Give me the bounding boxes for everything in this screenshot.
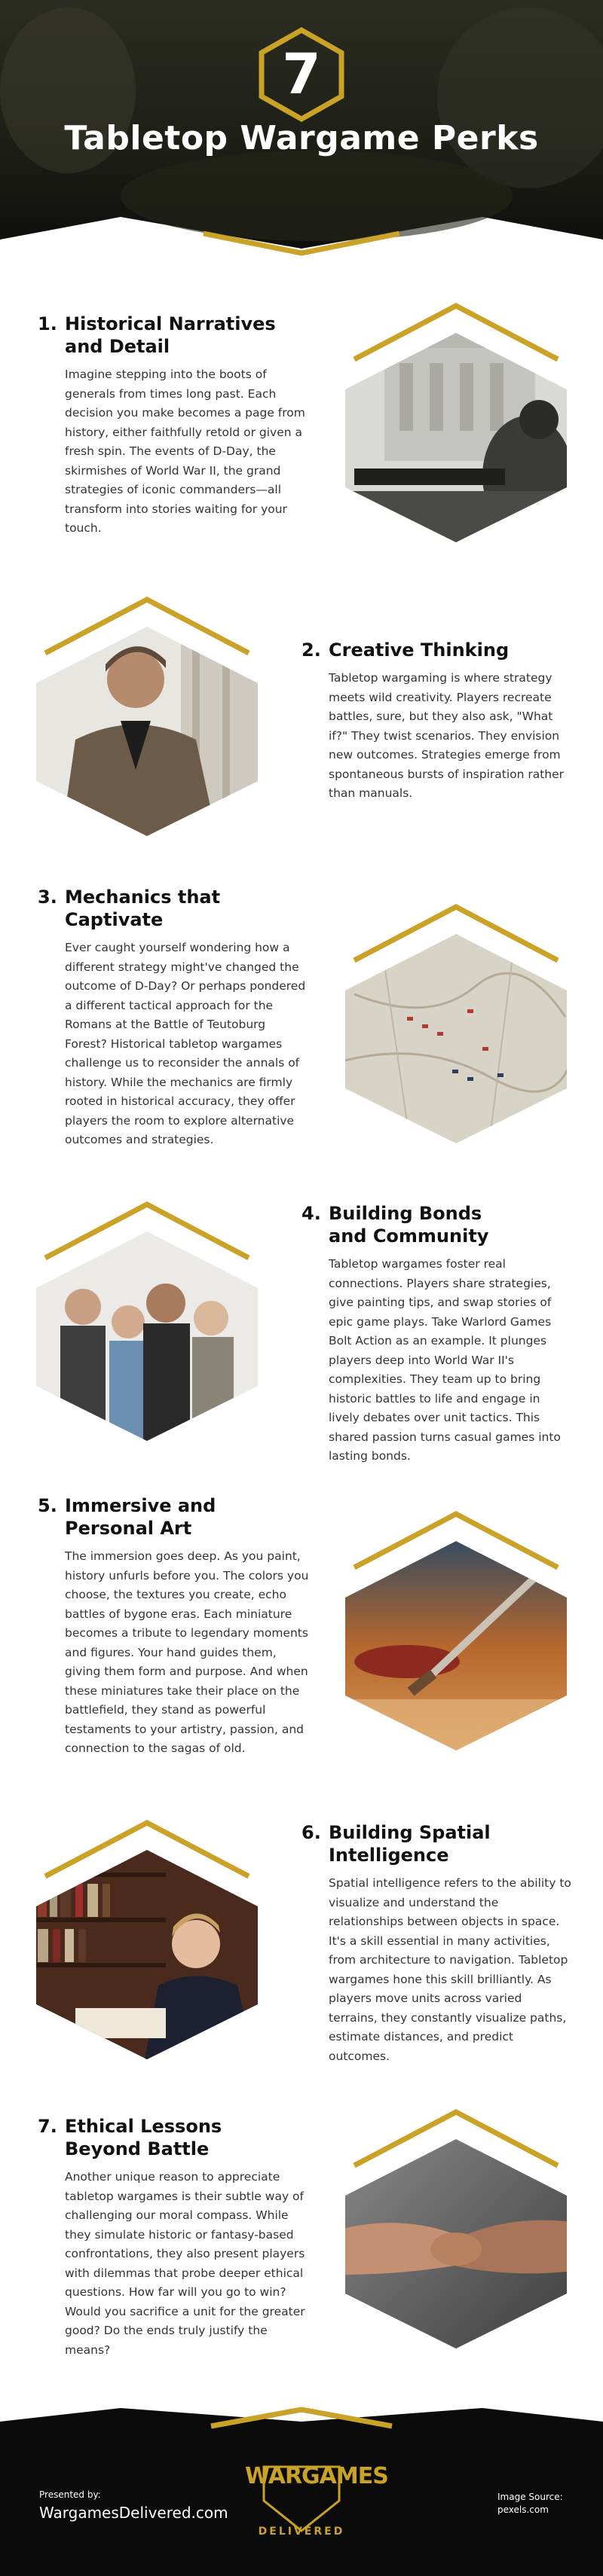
section-4-heading [302,1202,573,1247]
section-1-image [339,295,573,544]
library-reader-photo-icon [30,1812,264,2061]
logo-wordmark-top: WARGAMES [245,2463,388,2489]
section-3-heading [38,886,309,931]
section-4-image [30,1194,264,1442]
section-5-heading [38,1494,309,1540]
section-7-number: 7. [38,2116,57,2137]
handshake-photo-icon [339,2101,573,2350]
section-2-heading [302,639,573,661]
section-1-title: Historical Narratives and Detail [65,313,276,357]
soldier-photo-icon [339,295,573,544]
section-7-heading [38,2115,309,2160]
footer [0,2399,603,2576]
section-1-heading [38,313,317,358]
battle-map-photo-icon [339,896,573,1145]
section-2-body: Tabletop wargaming is where strategy meets wild creativity. Players recreate battles, sure, but they also ask, "What if?" They twist scenarios. They envision new outcomes. Strategies emerge from spontaneous bursts of inspiration rather than manuals. [329,671,565,800]
number-hexagon-badge [259,27,344,122]
presented-by-site[interactable]: WargamesDelivered.com [39,2504,228,2522]
page-title: Tabletop Wargame Perks [64,119,539,157]
section-6-image [30,1812,264,2061]
man-in-suit-photo-icon [30,589,264,838]
section-5-number: 5. [38,1495,57,1516]
section-7-image [339,2101,573,2350]
section-2-number: 2. [302,639,321,661]
friends-group-photo-icon [30,1194,264,1442]
presented-by-label: Presented by: [39,2489,101,2500]
logo-wordmark-bottom: DELIVERED [258,2526,345,2538]
section-1-body: Imagine stepping into the boots of generals from times long past. Each decision you make becomes a page from history, either faithfully retold or given a fresh spin. The events of D-Day, the skirmishes of World War II, the grand strategies of iconic commanders—all transform into stories waiting for your touch. [65,368,305,535]
section-4-number: 4. [302,1203,321,1224]
section-7-title: Ethical Lessons Beyond Battle [65,2116,222,2159]
section-4 [302,1202,573,1467]
section-6-number: 6. [302,1822,321,1843]
image-source-site[interactable]: pexels.com [497,2504,549,2515]
section-3-title: Mechanics that Captivate [65,887,221,930]
section-6-body: Spatial intelligence refers to the ability to visualize and understand the relationships between objects in space. It's a skill essential in many activities, from architecture to navigation. Tabletop wargames hone this skill brilliantly. As players move units across varied terrains, they constantly visualize paths, estimate distances, and predict outcomes. [329,1876,571,2063]
section-6-title: Building Spatial Intelligence [329,1822,491,1866]
paintbrush-photo-icon [339,1503,573,1752]
section-3-image [339,896,573,1145]
section-3-body: Ever caught yourself wondering how a different strategy might've changed the outcome of D-Day? Or perhaps pondered a different tactical approach for the Romans at the Battle of Teutoburg Forest? Historical tabletop wargames challenge us to reconsider the annals of history. While the mechanics are firmly rooted in historical accuracy, they offer players the room to explore alternative outcomes and strategies. [65,941,306,1146]
section-5 [38,1494,309,1759]
section-2-image [30,589,264,838]
section-4-title: Building Bonds and Community [329,1203,489,1247]
section-5-image [339,1503,573,1752]
section-2-title: Creative Thinking [329,639,510,661]
header-banner [0,0,603,256]
section-5-title: Immersive and Personal Art [65,1495,216,1539]
header-number: 7 [282,42,321,107]
section-3 [38,886,309,1150]
section-7 [38,2115,309,2360]
section-4-body: Tabletop wargames foster real connections. Players share strategies, give painting tips, and swap stories of epic game plays. Take Warlord Games Bolt Action as an example. It plunges players deep into World War II's complexities. They team up to bring historic battles to life and engage in lively debates over unit tactics. This shared passion turns casual games into lasting bonds. [329,1257,561,1463]
section-7-body: Another unique reason to appreciate tabletop wargames is their subtle way of challenging our moral compass. While they simulate historic or fantasy-based confrontations, they also present players with dilemmas that probe deeper ethical questions. How far will you go to win? Would you sacrifice a unit for the greater good? Do the ends truly justify the means? [65,2170,305,2357]
section-5-body: The immersion goes deep. As you paint, history unfurls before you. The colors you choose, the textures you create, echo battles of bygone eras. Each miniature becomes a tribute to legendary moments and figures. Your hand guides them, giving them form and purpose. And when these miniatures take their place on the battlefield, they stand as powerful testaments to your artistry, passion, and connection to the sagas of old. [65,1549,309,1755]
section-3-number: 3. [38,887,57,908]
section-1 [38,313,317,539]
section-1-number: 1. [38,313,57,334]
image-source-label: Image Source: [497,2492,563,2502]
section-6 [302,1821,573,2066]
section-2 [302,639,573,804]
section-6-heading [302,1821,573,1866]
